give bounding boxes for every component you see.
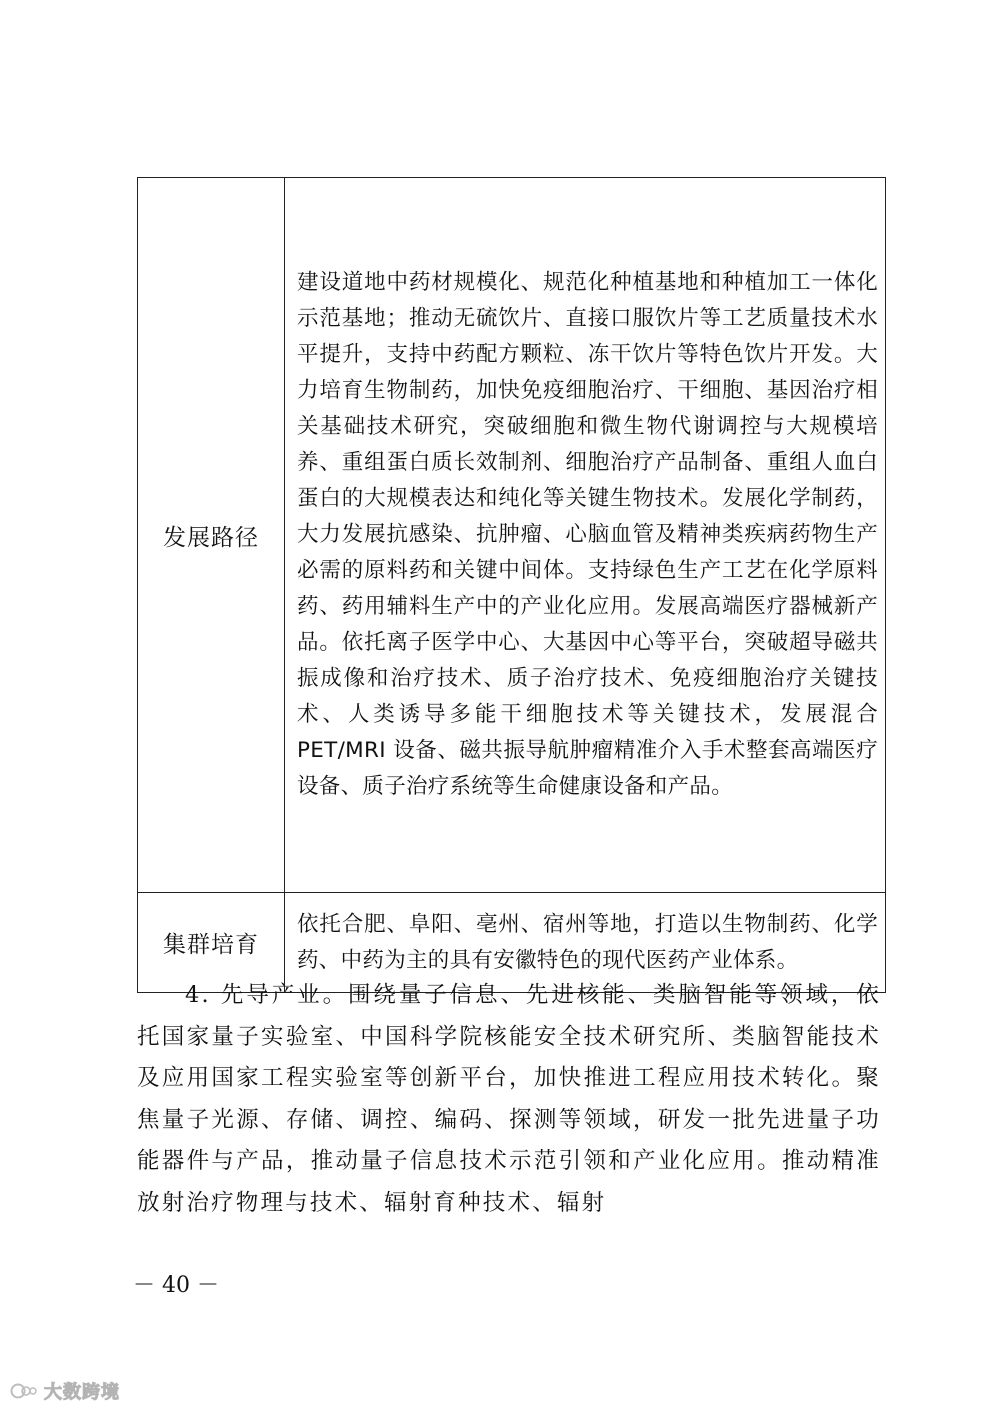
row-label: 发展路径 (138, 178, 285, 893)
page-number: － 40 － (133, 1273, 219, 1298)
plan-table (137, 177, 886, 993)
row-label: 集群培育 (138, 893, 285, 993)
watermark (10, 1378, 120, 1404)
watermark-text: 大数跨境 (44, 1382, 120, 1403)
body-paragraph: 4. 先导产业。围绕量子信息、先进核能、类脑智能等领域，依托国家量子实验室、中国科学院核能安全技术研究所、类脑智能技术及应用国家工程实验室等创新平台，加快推进工程应用技术转化。聚焦量子光源、存储、调控、编码、探测等领域，研发一批先进量子功能器件与产品，推动量子信息技术示范引领和产业化应用。推动精准放射治疗物理与技术、辐射育种技术、辐射 (137, 982, 881, 1216)
row-content: 建设道地中药材规模化、规范化种植基地和种植加工一体化示范基地；推动无硫饮片、直接口服饮片等工艺质量技术水平提升，支持中药配方颗粒、冻干饮片等特色饮片开发。大力培育生物制药，加快免疫细胞治疗、干细胞、基因治疗相关基础技术研究，突破细胞和微生物代谢调控与大规模培养、重组蛋白质长效制剂、细胞治疗产品制备、重组人血白蛋白的大规模表达和纯化等关键生物技术。发展化学制药，大力发展抗感染、抗肿瘤、心脑血管及精神类疾病药物生产必需的原料药和关键中间体。支持绿色生产工艺在化学原料药、药用辅料生产中的产业化应用。发展高端医疗器械新产品。依托离子医学中心、大基因中心等平台，突破超导磁共振成像和治疗技术、质子治疗技术、免疫细胞治疗关键技术、人类诱导多能干细胞技术等关键技术，发展混合 PET/MRI 设备、磁共振导航肿瘤精准介入手术整套高端医疗设备、质子治疗系统等生命健康设备和产品。 (285, 178, 886, 893)
logo-icon (10, 1381, 38, 1401)
table-row-development-path (138, 178, 886, 893)
row-content: 依托合肥、阜阳、亳州、宿州等地，打造以生物制药、化学药、中药为主的具有安徽特色的现代医药产业体系。 (285, 893, 886, 993)
